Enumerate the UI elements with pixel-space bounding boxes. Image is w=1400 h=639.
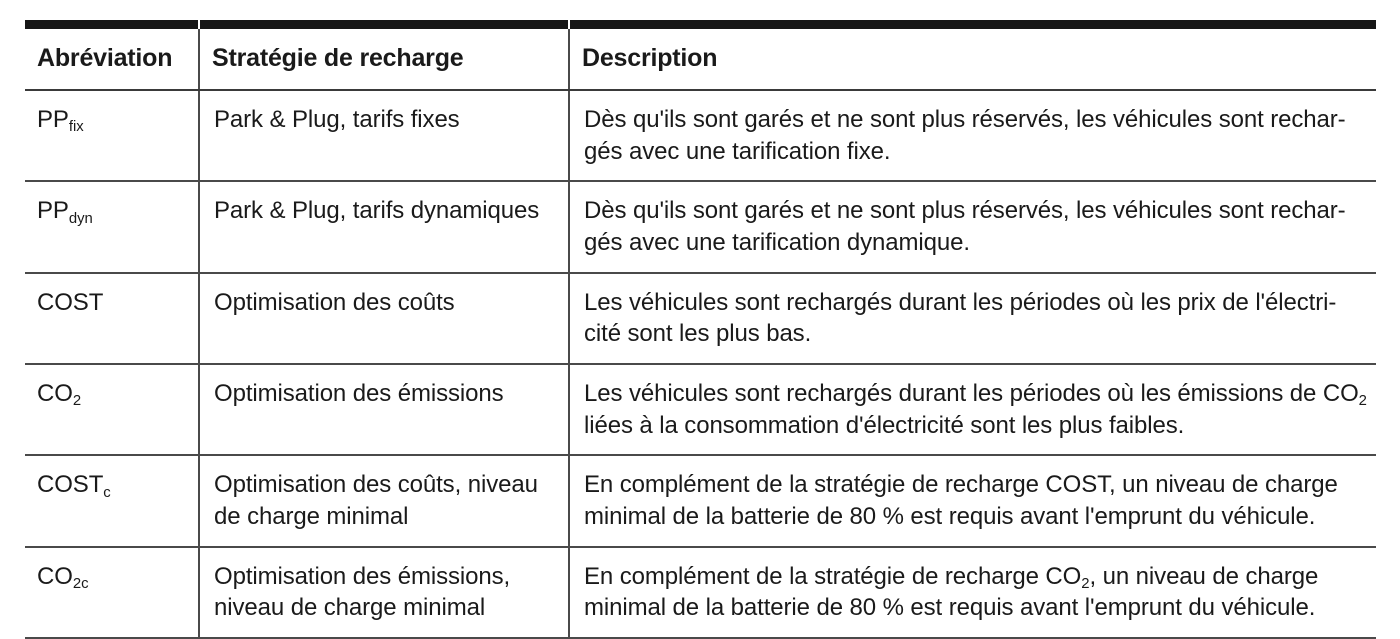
abbreviation-base: COST [37, 288, 104, 316]
description-line-2: liées à la consommation d'électricité sont les plus faibles. [584, 411, 1185, 439]
strategy-line-1: Park & Plug, tarifs fixes [214, 106, 460, 133]
table-top-rule [25, 20, 1376, 29]
table-header-row [25, 29, 1376, 90]
strategy-line-1: Optimisation des émissions [214, 380, 504, 408]
column-header-strategy: Stratégie de recharge [199, 29, 569, 90]
abbreviation-base: CO [37, 380, 73, 408]
cell-abbreviation [25, 364, 199, 455]
description-line-1: Dès qu'ils sont garés et ne sont plus réservés, les véhicules sont rechar- [584, 106, 1346, 133]
description-line-1-text: En complément de la stratégie de recharge CO [584, 562, 1082, 590]
description-line-1 [584, 378, 1366, 410]
abbreviation-base: CO [37, 562, 73, 590]
cell-description [569, 90, 1376, 181]
description-line-2: gés avec une tarification fixe. [584, 137, 891, 165]
table-row [25, 273, 1376, 364]
column-header-abbreviation: Abréviation [25, 29, 199, 90]
cell-abbreviation [25, 181, 199, 272]
table-body [25, 90, 1376, 638]
description-subscript: 2 [1081, 576, 1090, 593]
abbreviation-subscript: c [103, 484, 111, 501]
table-row [25, 455, 1376, 546]
cell-strategy [199, 364, 569, 455]
description-subscript: 2 [1358, 393, 1367, 410]
table-row [25, 90, 1376, 181]
cell-description [569, 364, 1376, 455]
strategy-line-2: de charge minimal [214, 503, 409, 531]
description-line-2: cité sont les plus bas. [584, 320, 812, 348]
abbreviation-base: PP [37, 106, 69, 133]
strategy-line-1: Optimisation des coûts, niveau [214, 471, 538, 499]
cell-abbreviation [25, 273, 199, 364]
cell-strategy [199, 547, 569, 638]
cell-abbreviation [25, 455, 199, 546]
cell-abbreviation [25, 547, 199, 638]
top-rule-segment-strategy [199, 20, 569, 29]
cell-abbreviation [25, 90, 199, 181]
table-header [25, 20, 1376, 90]
strategy-line-1: Park & Plug, tarifs dynamiques [214, 197, 540, 225]
description-line-1 [584, 561, 1366, 593]
description-line-1-text: Les véhicules sont rechargés durant les périodes où les émissions de CO [584, 380, 1359, 408]
description-line-2: gés avec une tarification dynamique. [584, 229, 970, 257]
cell-description [569, 455, 1376, 546]
abbreviation-subscript: 2 [72, 393, 82, 410]
charging-strategy-table-container [25, 20, 1376, 639]
cell-strategy [199, 181, 569, 272]
strategy-line-2: niveau de charge minimal [214, 594, 486, 622]
description-line-2: minimal de la batterie de 80 % est requis avant l'emprunt du véhicule. [584, 503, 1316, 531]
description-line-1: En complément de la stratégie de recharge COST, un niveau de charge [584, 471, 1338, 499]
cell-description [569, 181, 1376, 272]
cell-strategy [199, 273, 569, 364]
column-header-description: Description [569, 29, 1376, 90]
description-line-1: Dès qu'ils sont garés et ne sont plus réservés, les véhicules sont rechar- [584, 197, 1346, 225]
abbreviation-base: PP [37, 197, 69, 225]
cell-description [569, 547, 1376, 638]
abbreviation-subscript: 2c [72, 576, 89, 593]
description-line-1: Les véhicules sont rechargés durant les périodes où les prix de l'électri- [584, 288, 1337, 316]
charging-strategy-table [25, 20, 1376, 639]
table-row [25, 364, 1376, 455]
cell-strategy [199, 455, 569, 546]
description-line-1-after: , un niveau de charge [1089, 562, 1319, 590]
abbreviation-subscript: dyn [68, 210, 93, 227]
cell-description [569, 273, 1376, 364]
strategy-line-1: Optimisation des émissions, [214, 562, 511, 590]
cell-strategy [199, 90, 569, 181]
top-rule-segment-description [569, 20, 1376, 29]
strategy-line-1: Optimisation des coûts [214, 288, 455, 316]
table-row [25, 547, 1376, 638]
table-row [25, 181, 1376, 272]
description-line-2: minimal de la batterie de 80 % est requis avant l'emprunt du véhicule. [584, 594, 1316, 622]
abbreviation-base: COST [37, 471, 104, 499]
abbreviation-subscript: fix [68, 119, 84, 136]
top-rule-segment-abbreviation [25, 20, 199, 29]
